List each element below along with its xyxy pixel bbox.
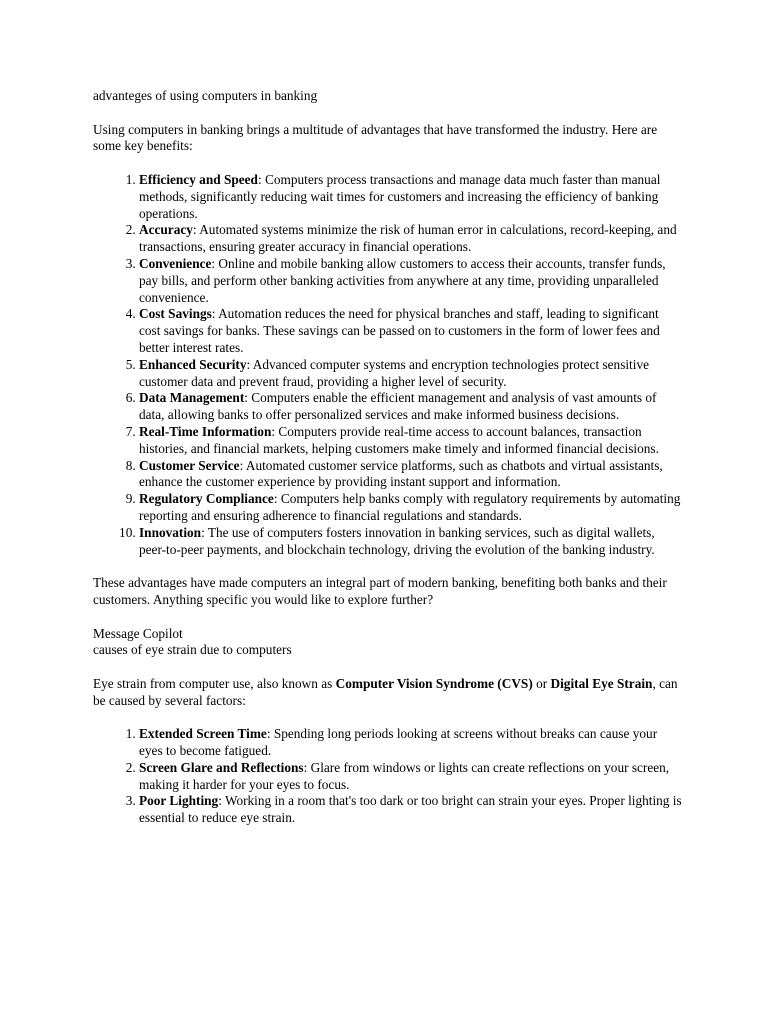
- list-item: [139, 793, 683, 827]
- list-item-text: : Computers process transactions and manage data much faster than manual methods, significantly reducing wait times for customers and increasing the efficiency of banking operations.: [139, 171, 661, 221]
- eye-intro-term-des: Digital Eye Strain: [550, 675, 653, 691]
- list-item-term: Customer Service: [139, 457, 240, 473]
- list-item-text: : Automation reduces the need for physical branches and staff, leading to significant cost savings for banks. These savings can be passed on to customers in the form of lower fees and better interest rates.: [139, 306, 660, 355]
- list-item: [139, 256, 683, 306]
- message-copilot-label: Message Copilot: [93, 625, 183, 641]
- list-item: [139, 726, 683, 760]
- list-item-term: Enhanced Security: [139, 356, 247, 372]
- list-item-term: Extended Screen Time: [139, 726, 267, 742]
- list-item-term: Convenience: [139, 255, 212, 271]
- list-item-term: Screen Glare and Reflections: [139, 759, 304, 775]
- list-item-text: : Automated customer service platforms, such as chatbots and virtual assistants, enhance the customer experience by providing instant support and information.: [139, 457, 663, 490]
- eye-intro-mid: or: [532, 675, 551, 691]
- list-item-term: Poor Lighting: [139, 793, 219, 809]
- list-item-text: : Working in a room that's too dark or too bright can strain your eyes. Proper lighting is essential to reduce eye strain.: [139, 793, 682, 826]
- intro-paragraph: Using computers in banking brings a multitude of advantages that have transformed the industry. Here are some key benefits:: [93, 121, 658, 154]
- document-page: [93, 88, 683, 827]
- list-item: [139, 222, 683, 256]
- list-item-text: : The use of computers fosters innovation in banking services, such as digital wallets, peer-to-peer payments, and blockchain technology, driving the evolution of the banking industry.: [139, 524, 655, 557]
- list-item-text: : Glare from windows or lights can create reflections on your screen, making it harder for your eyes to focus.: [139, 759, 670, 792]
- list-item-text: : Computers enable the efficient management and analysis of vast amounts of data, allowing banks to offer personalized services and make informed business decisions.: [139, 390, 657, 423]
- list-item-term: Innovation: [139, 524, 202, 540]
- list-item: [139, 390, 683, 424]
- list-item-text: : Computers help banks comply with regulatory requirements by automating reporting and ensuring adherence to financial regulations and standards.: [139, 491, 681, 523]
- list-item: [139, 458, 683, 492]
- eye-intro-post: , can be caused by several factors:: [93, 675, 678, 708]
- list-item: [139, 491, 683, 525]
- list-item-text: : Online and mobile banking allow customers to access their accounts, transfer funds, pay bills, and perform other banking activities from anywhere at any time, providing unparalleled convenience.: [139, 255, 666, 305]
- list-item: [139, 424, 683, 458]
- list-item: [139, 525, 683, 559]
- conclusion-paragraph: These advantages have made computers an integral part of modern banking, benefiting both banks and their customers. Anything specific you would like to explore further?: [93, 575, 667, 607]
- second-prompt-line: causes of eye strain due to computers: [93, 642, 292, 658]
- list-item: [139, 306, 683, 356]
- list-item-term: Efficiency and Speed: [139, 171, 258, 187]
- list-item-text: : Spending long periods looking at screens without breaks can cause your eyes to become fatigued.: [139, 726, 658, 759]
- list-item-term: Accuracy: [139, 222, 193, 238]
- list-item-term: Data Management: [139, 390, 245, 406]
- document-title-line: advanteges of using computers in banking: [93, 88, 318, 103]
- causes-list: [93, 726, 683, 827]
- list-item: [139, 760, 683, 794]
- list-item-term: Real-Time Information: [139, 423, 272, 439]
- list-item-term: Cost Savings: [139, 306, 212, 322]
- list-item-text: : Automated systems minimize the risk of human error in calculations, record-keeping, and transactions, ensuring greater accuracy in financial operations.: [139, 222, 677, 255]
- eye-strain-intro: [93, 676, 683, 710]
- list-item: [139, 172, 683, 222]
- list-item-text: : Computers provide real-time access to account balances, transaction histories, and financial markets, helping customers make timely and informed financial decisions.: [139, 423, 659, 456]
- list-item: [139, 357, 683, 391]
- list-item-term: Regulatory Compliance: [139, 491, 274, 507]
- benefits-list: [93, 172, 683, 558]
- list-item-text: : Advanced computer systems and encryption technologies protect sensitive customer data and prevent fraud, providing a higher level of security.: [139, 356, 649, 389]
- eye-intro-term-cvs: Computer Vision Syndrome (CVS): [335, 675, 533, 691]
- eye-intro-pre: Eye strain from computer use, also known as: [93, 675, 336, 691]
